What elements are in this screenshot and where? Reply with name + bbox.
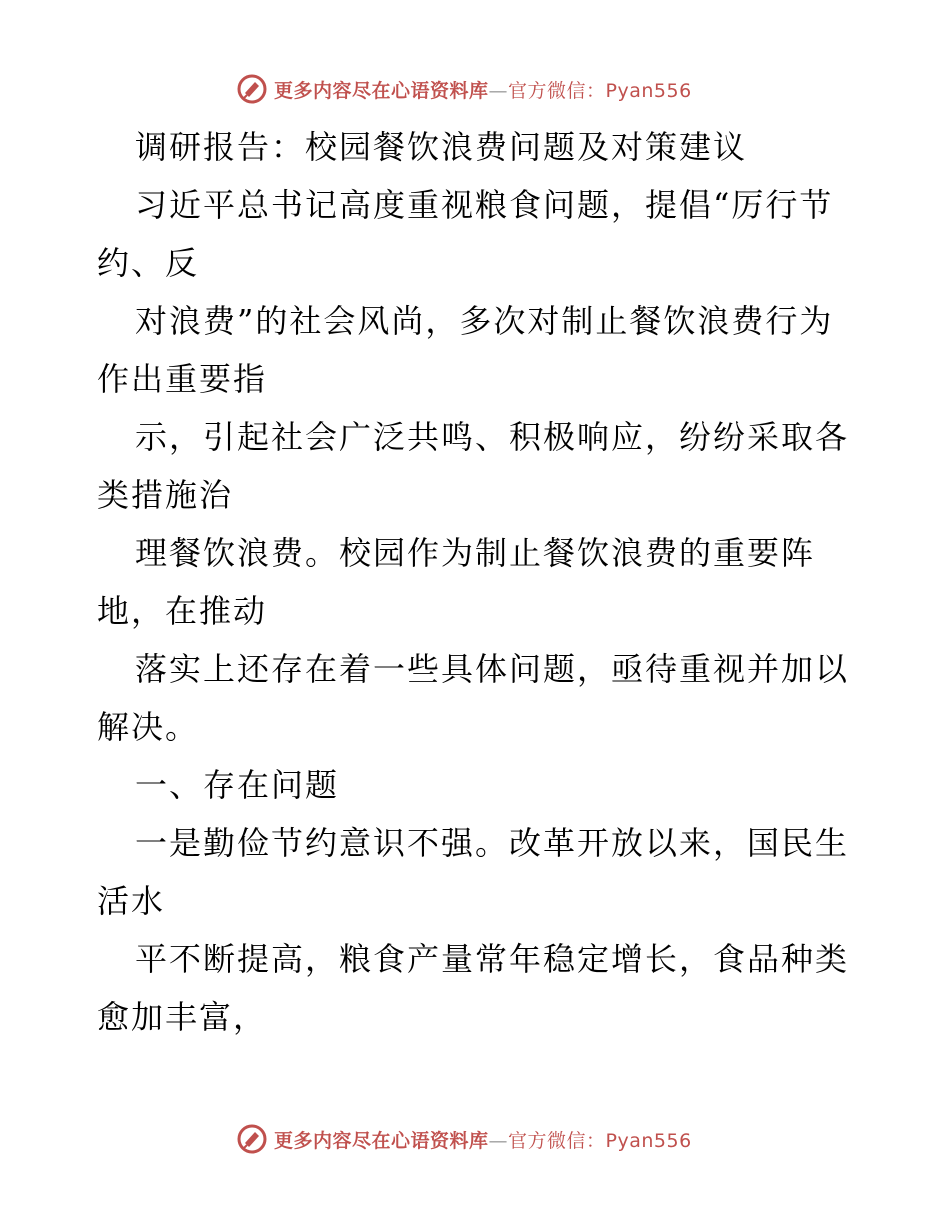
text-line: 示，引起社会广泛共鸣、积极响应，纷纷采取各 bbox=[135, 418, 850, 456]
watermark-separator: — bbox=[488, 79, 509, 102]
text-line: 一是勤俭节约意识不强。改革开放以来，国民生 bbox=[135, 824, 850, 862]
text-line: 活水 bbox=[97, 882, 166, 920]
section-heading: 一、存在问题 bbox=[135, 766, 340, 804]
text-line: 平不断提高，粮食产量常年稳定增长，食品种类 bbox=[135, 940, 850, 978]
watermark-brand: 更多内容尽在心语资料库 bbox=[274, 79, 489, 102]
brand-logo-icon bbox=[236, 73, 268, 105]
watermark-id: Pyan556 bbox=[605, 1129, 692, 1152]
watermark-separator: — bbox=[488, 1129, 509, 1152]
text-line: 习近平总书记高度重视粮食问题，提倡“厉行节 bbox=[135, 186, 834, 224]
text-line: 对浪费”的社会风尚，多次对制止餐饮浪费行为 bbox=[135, 302, 834, 340]
watermark-text bbox=[274, 76, 692, 103]
text-line: 地，在推动 bbox=[97, 592, 268, 630]
text-line: 作出重要指 bbox=[97, 360, 268, 398]
text-line: 类措施治 bbox=[97, 476, 234, 514]
text-line: 理餐饮浪费。校园作为制止餐饮浪费的重要阵 bbox=[135, 534, 816, 572]
footer-watermark bbox=[236, 1122, 692, 1156]
text-line: 落实上还存在着一些具体问题，亟待重视并加以 bbox=[135, 650, 850, 688]
text-line: 愈加丰富， bbox=[97, 998, 268, 1036]
document-body bbox=[97, 118, 857, 1046]
watermark-text bbox=[274, 1126, 692, 1153]
brand-logo-icon bbox=[236, 1123, 268, 1155]
watermark-id: Pyan556 bbox=[605, 79, 692, 102]
text-line: 约、反 bbox=[97, 244, 200, 282]
watermark-brand: 更多内容尽在心语资料库 bbox=[274, 1129, 489, 1152]
text-line: 解决。 bbox=[97, 708, 200, 746]
header-watermark bbox=[236, 72, 692, 106]
document-title: 调研报告：校园餐饮浪费问题及对策建议 bbox=[135, 128, 748, 166]
watermark-label: 官方微信： bbox=[508, 1129, 606, 1152]
watermark-label: 官方微信： bbox=[508, 79, 606, 102]
